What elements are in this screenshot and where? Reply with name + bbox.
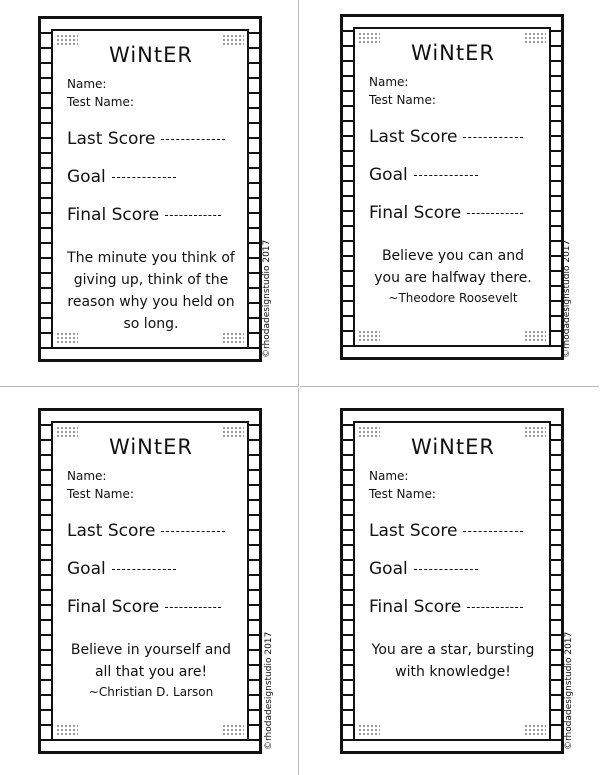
name-label: Name: (369, 469, 409, 483)
last-score-label: Last Score (369, 521, 458, 541)
final-score-label: Final Score (369, 597, 462, 617)
final-score-line[interactable] (467, 606, 523, 608)
goal-line[interactable] (414, 568, 478, 570)
goal-line[interactable] (112, 568, 176, 570)
corner-dots (524, 32, 546, 44)
corner-dots (358, 426, 380, 438)
quote-text: Believe in yourself and all that you are! (70, 642, 232, 680)
brick-frame (38, 408, 262, 754)
corner-dots (524, 426, 546, 438)
brick-frame (340, 14, 564, 360)
corner-dots (524, 724, 546, 736)
corner-dots (56, 332, 78, 344)
score-card (51, 29, 249, 349)
score-card (353, 27, 551, 347)
goal-label: Goal (67, 559, 106, 579)
last-score-label: Last Score (369, 127, 458, 147)
copyright-text: ©rhodadesignstudio 2017 (562, 239, 572, 358)
corner-dots (222, 426, 244, 438)
corner-dots (56, 724, 78, 736)
last-score-line[interactable] (463, 530, 523, 532)
card-quadrant-4 (300, 388, 599, 775)
brick-frame (340, 408, 564, 754)
goal-label: Goal (369, 165, 408, 185)
corner-dots (358, 32, 380, 44)
card-quadrant-1 (0, 0, 299, 387)
final-score-line[interactable] (467, 212, 523, 214)
final-score-line[interactable] (165, 606, 221, 608)
card-title: WiNtER (109, 435, 193, 459)
goal-line[interactable] (414, 174, 478, 176)
corner-dots (56, 426, 78, 438)
score-card (353, 421, 551, 741)
final-score-label: Final Score (369, 203, 462, 223)
copyright-text: ©rhodadesignstudio 2017 (564, 631, 574, 750)
corner-dots (358, 330, 380, 342)
quote-text: You are a star, bursting with knowledge! (371, 642, 535, 680)
quote-author: ~Theodore Roosevelt (388, 291, 518, 305)
test-name-label: Test Name: (369, 487, 436, 501)
brick-frame (38, 16, 262, 362)
test-name-label: Test Name: (67, 95, 134, 109)
name-label: Name: (67, 469, 107, 483)
final-score-label: Final Score (67, 205, 160, 225)
last-score-line[interactable] (161, 530, 225, 532)
name-label: Name: (67, 77, 107, 91)
quote-author: ~Christian D. Larson (88, 685, 214, 699)
copyright-text: ©rhodadesignstudio 2017 (264, 631, 274, 750)
last-score-line[interactable] (463, 136, 523, 138)
goal-label: Goal (369, 559, 408, 579)
corner-dots (56, 34, 78, 46)
final-score-line[interactable] (165, 214, 221, 216)
corner-dots (222, 332, 244, 344)
goal-label: Goal (67, 167, 106, 187)
corner-dots (524, 330, 546, 342)
card-title: WiNtER (411, 435, 495, 459)
last-score-label: Last Score (67, 129, 156, 149)
corner-dots (222, 34, 244, 46)
name-label: Name: (369, 75, 409, 89)
quote-text: The minute you think of giving up, think of the reason why you held on so long. (67, 250, 235, 332)
card-title: WiNtER (411, 41, 495, 65)
card-quadrant-3 (0, 388, 299, 775)
quote-text: Believe you can and you are halfway there. (374, 248, 532, 286)
test-name-label: Test Name: (67, 487, 134, 501)
corner-dots (358, 724, 380, 736)
last-score-line[interactable] (161, 138, 225, 140)
test-name-label: Test Name: (369, 93, 436, 107)
card-quadrant-2 (300, 0, 599, 387)
final-score-label: Final Score (67, 597, 160, 617)
goal-line[interactable] (112, 176, 176, 178)
copyright-text: ©rhodadesignstudio 2017 (262, 239, 272, 358)
corner-dots (222, 724, 244, 736)
score-card (51, 421, 249, 741)
card-title: WiNtER (109, 43, 193, 67)
last-score-label: Last Score (67, 521, 156, 541)
